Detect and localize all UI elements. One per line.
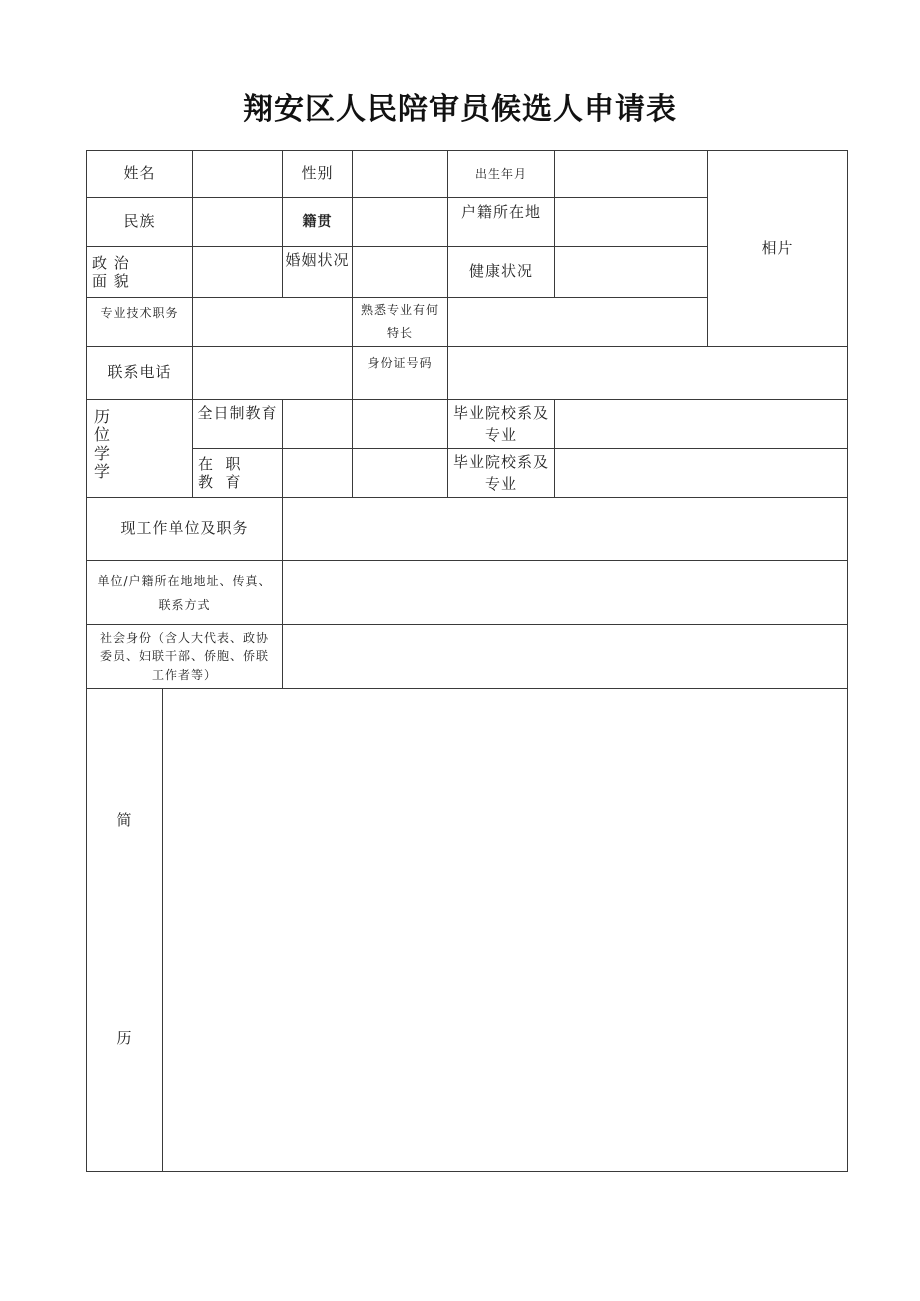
political-field[interactable] bbox=[193, 247, 282, 297]
social-identity-label bbox=[87, 625, 282, 688]
fulltime-education-label: 全日制教育 bbox=[197, 404, 278, 422]
political-label-line2: 面 貌 bbox=[92, 272, 130, 290]
professional-title-label: 专业技术职务 bbox=[100, 306, 179, 320]
photo-area[interactable] bbox=[708, 151, 847, 346]
school2-label-line1: 毕业院校系及 bbox=[452, 452, 549, 471]
address-field[interactable] bbox=[283, 561, 847, 624]
school1-label-line2: 专业 bbox=[484, 426, 517, 444]
school1-field[interactable] bbox=[555, 400, 847, 448]
phone-field[interactable] bbox=[193, 347, 352, 399]
table-border-bottom bbox=[86, 1171, 848, 1172]
photo-label: 相片 bbox=[761, 238, 794, 257]
phone-label: 联系电话 bbox=[107, 363, 172, 382]
school2-label bbox=[448, 449, 554, 497]
education-label-char4: 学 bbox=[94, 462, 112, 482]
resume-label-char2: 历 bbox=[116, 1029, 133, 1048]
id-number-field[interactable] bbox=[448, 347, 847, 399]
political-label bbox=[92, 247, 192, 297]
address-label-line2: 联系方式 bbox=[158, 597, 211, 612]
name-label: 姓名 bbox=[123, 164, 156, 183]
address-label-line1: 单位/户籍所在地地址、传真、 bbox=[97, 573, 272, 588]
work-field[interactable] bbox=[283, 498, 847, 560]
native-place-label: 籍贯 bbox=[302, 213, 333, 230]
table-border-right bbox=[847, 150, 848, 1172]
gender-field[interactable] bbox=[353, 151, 447, 197]
resume-field[interactable] bbox=[163, 689, 847, 1171]
education-label-char3: 学 bbox=[94, 443, 112, 463]
education-label bbox=[94, 408, 192, 498]
marital-label: 婚姻状况 bbox=[285, 251, 350, 269]
gender-label: 性别 bbox=[301, 164, 334, 183]
marital-field[interactable] bbox=[353, 247, 447, 297]
specialty-label-line2: 特长 bbox=[386, 326, 413, 340]
social-label-line2: 委员、妇联干部、侨胞、侨联 bbox=[99, 649, 269, 664]
name-field[interactable] bbox=[193, 151, 282, 197]
health-label: 健康状况 bbox=[468, 262, 533, 281]
form-title: 翔安区人民陪审员候选人申请表 bbox=[243, 92, 677, 127]
birth-label: 出生年月 bbox=[474, 166, 527, 181]
native-place-field[interactable] bbox=[353, 198, 447, 246]
birth-field[interactable] bbox=[555, 151, 707, 197]
ethnicity-label: 民族 bbox=[123, 212, 156, 231]
id-number-label: 身份证号码 bbox=[367, 356, 433, 370]
education-label-char1: 历 bbox=[94, 407, 112, 426]
political-label-line1: 政 治 bbox=[92, 254, 130, 272]
specialty-field[interactable] bbox=[448, 298, 707, 346]
inservice-label-line2: 教 育 bbox=[198, 473, 242, 491]
specialty-label bbox=[353, 298, 447, 346]
ethnicity-field[interactable] bbox=[193, 198, 282, 246]
specialty-label-line1: 熟悉专业有何 bbox=[360, 303, 439, 318]
work-label: 现工作单位及职务 bbox=[120, 519, 249, 538]
school1-label-line1: 毕业院校系及 bbox=[452, 403, 549, 422]
household-field[interactable] bbox=[555, 198, 707, 246]
application-form-table bbox=[86, 150, 848, 1172]
inservice-label-line1: 在 职 bbox=[198, 455, 242, 473]
school2-label-line2: 专业 bbox=[484, 475, 517, 493]
household-label: 户籍所在地 bbox=[460, 203, 541, 221]
education-label-char2: 位 bbox=[94, 425, 112, 445]
professional-title-field[interactable] bbox=[193, 298, 352, 346]
social-label-line3: 工作者等） bbox=[151, 667, 217, 682]
inservice-education-field[interactable] bbox=[283, 449, 447, 497]
school1-label bbox=[448, 400, 554, 448]
social-label-line1: 社会身份（含人大代表、政协 bbox=[99, 630, 269, 645]
address-label bbox=[87, 561, 282, 624]
school2-field[interactable] bbox=[555, 449, 847, 497]
fulltime-education-field[interactable] bbox=[283, 400, 447, 448]
social-identity-field[interactable] bbox=[283, 625, 847, 688]
inservice-education-label bbox=[198, 449, 282, 497]
health-field[interactable] bbox=[555, 247, 707, 297]
resume-label-char1: 简 bbox=[116, 811, 133, 830]
